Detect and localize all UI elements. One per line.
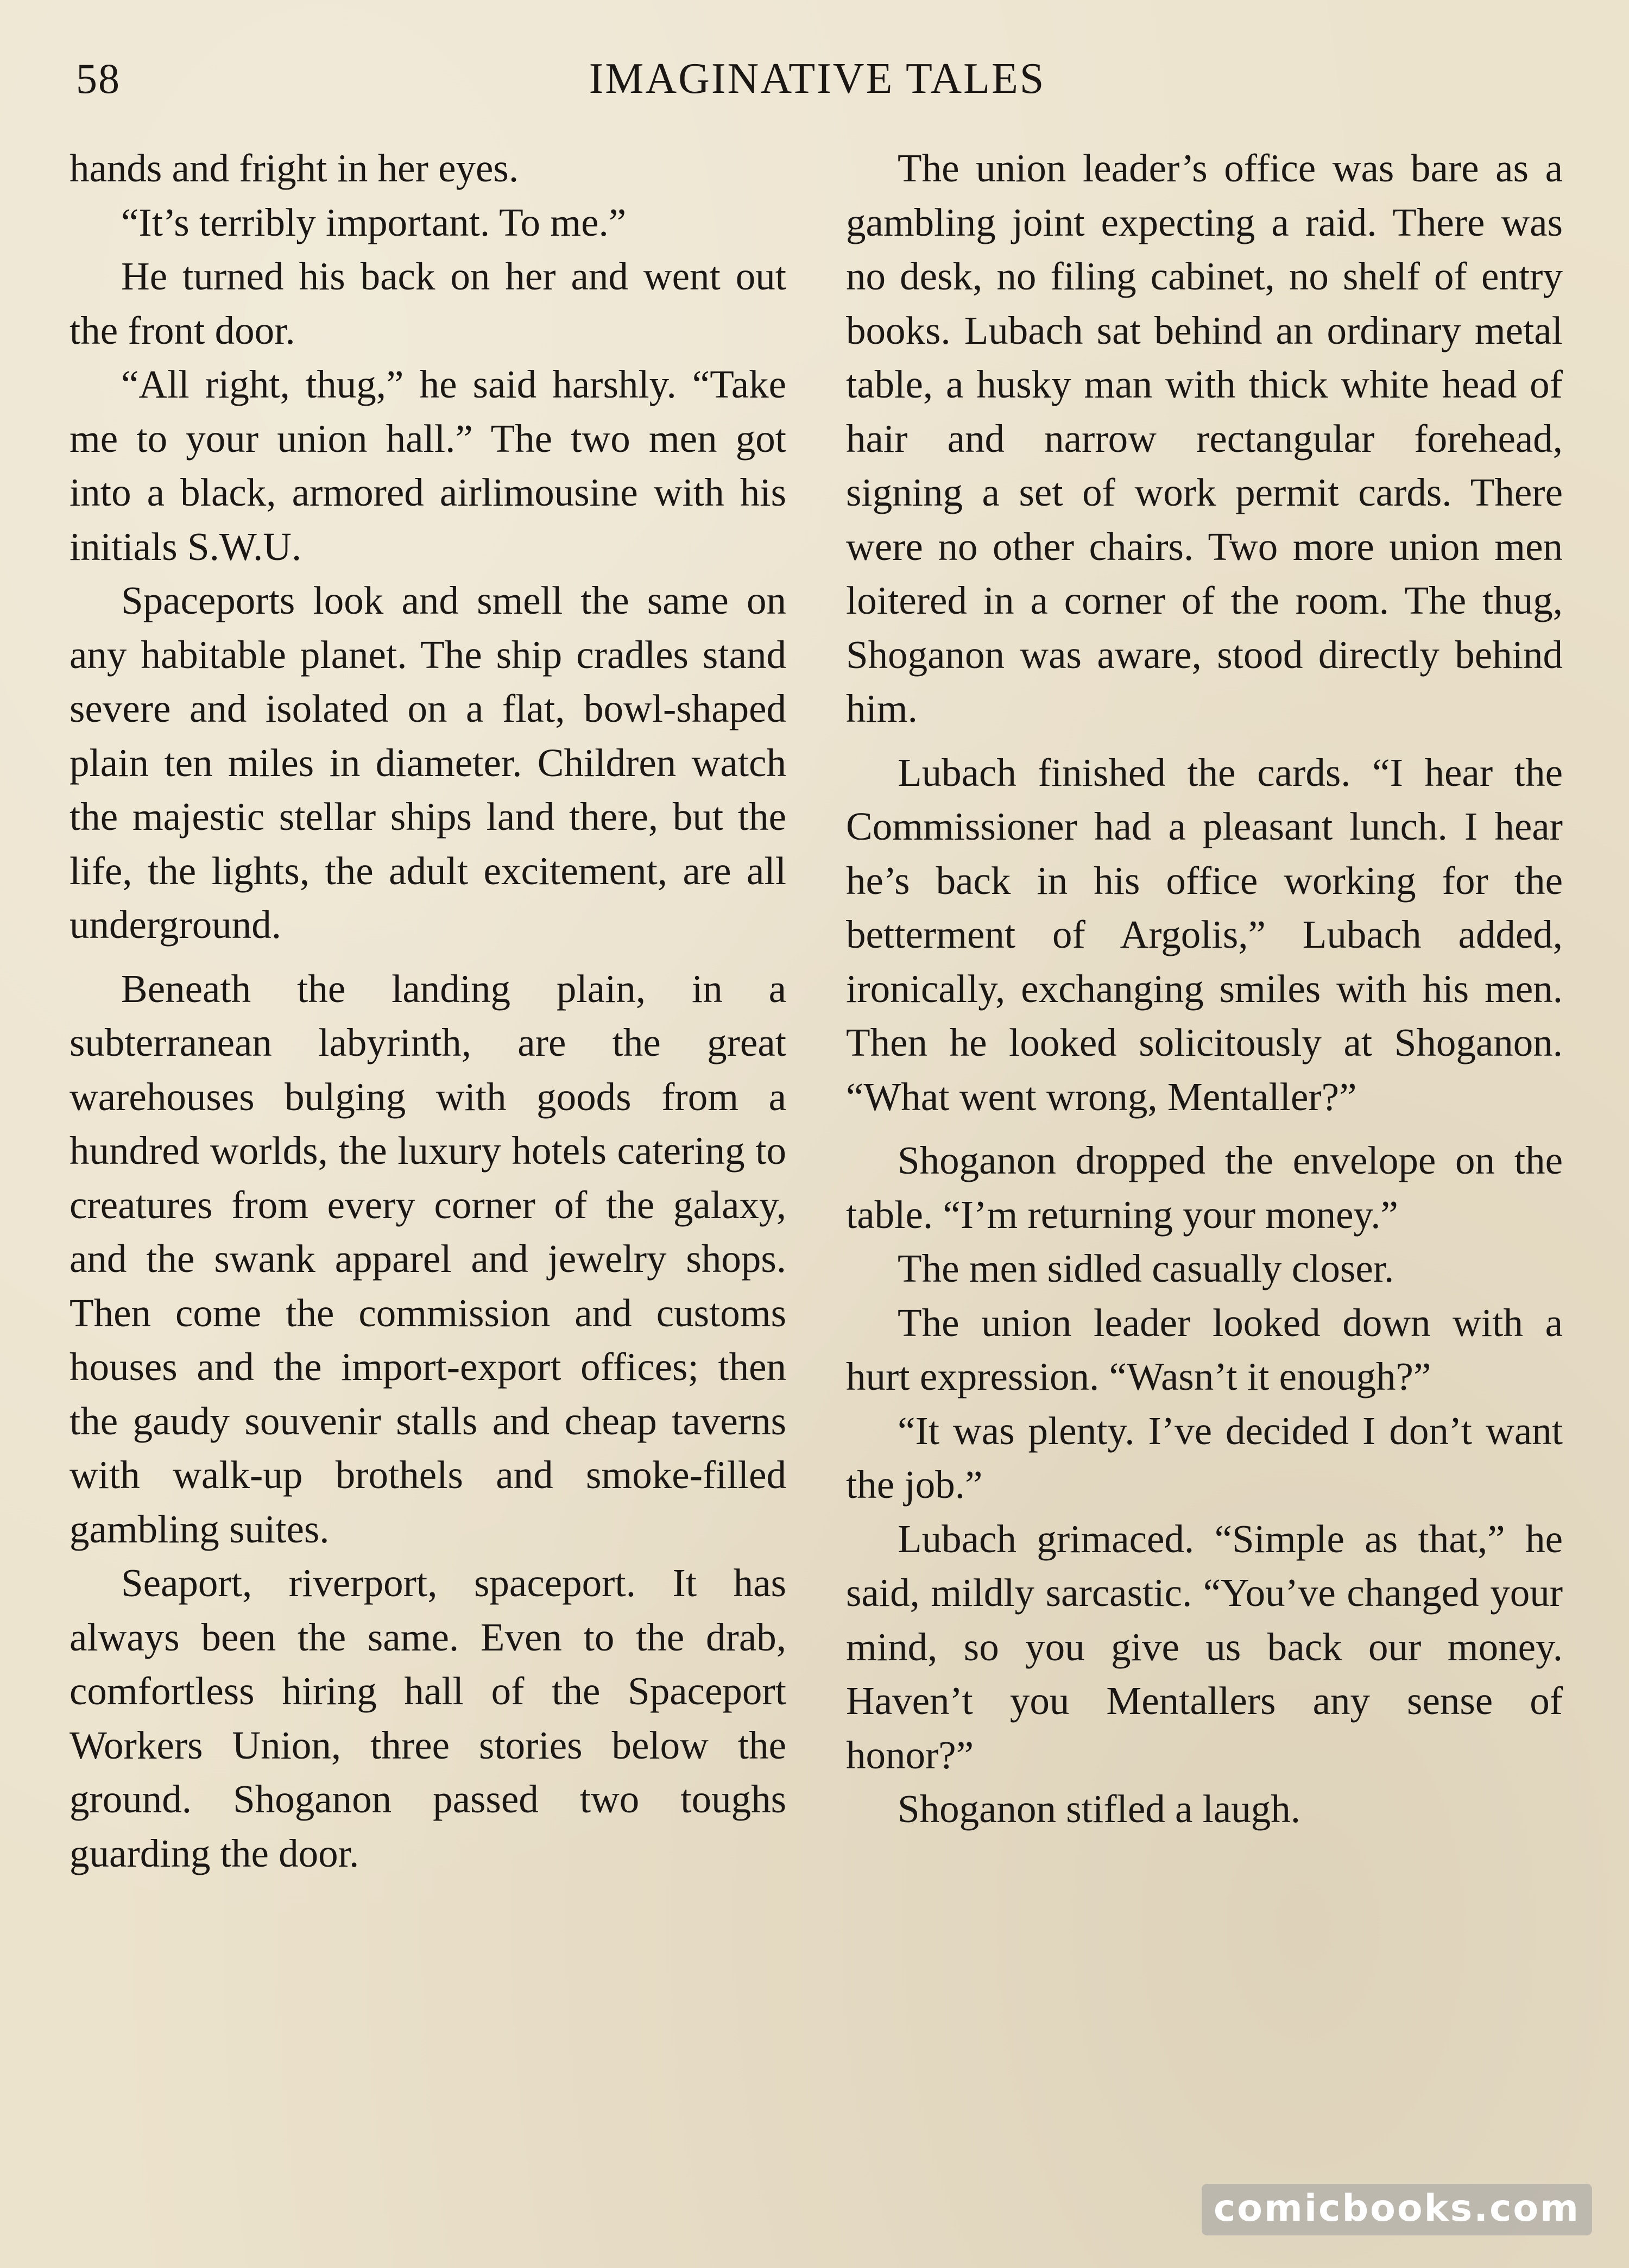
paragraph: The union leader looked down with a hurt expression. “Wasn’t it enough?” [846,1300,1563,1398]
paragraph: He turned his back on her and went out the front door. [70,254,786,352]
paragraph: hands and fright in her eyes. [70,146,519,190]
paragraph: The men sidled casually closer. [898,1246,1394,1290]
paragraph: Spaceports look and smell the same on any habitable planet. The ship cradles stand severe and isolated on a flat, bowl-shaped plain ten miles in diameter. Children watch the majestic stellar ships land there, but the life, the lights, the adult excitement, are all underground. [70,578,786,947]
page-header [71,54,1564,114]
paragraph: Shoganon dropped the envelope on the table. “I’m returning your money.” [846,1138,1563,1237]
page-number: 58 [76,55,121,102]
paragraph: Seaport, riverport, spaceport. It has always been the same. Even to the drab, comfortless hiring hall of the Spaceport Workers Union, three stories below the ground. Shoganon passed two toughs guarding the door. [70,1561,786,1875]
paragraph: “All right, thug,” he said harshly. “Take me to your union hall.” The two men got into a black, armored airlimousine with his initials S.W.U. [70,362,786,569]
paragraph: The union leader’s office was bare as a gambling joint expecting a raid. There was no desk, no filing cabinet, no shelf of entry books. Lubach sat behind an ordinary metal table, a husky man with thick white head of hair and narrow rectangular forehead, signing a set of work permit cards. There were no other chairs. Two more union men loitered in a corner of the room. The thug, Shoganon was aware, stood directly behind him. [846,146,1563,730]
paragraph: “It’s terribly important. To me.” [121,200,627,244]
running-title: IMAGINATIVE TALES [589,55,1046,103]
paragraph: “It was plenty. I’ve decided I don’t want the job.” [846,1408,1563,1507]
paragraph: Lubach grimaced. “Simple as that,” he said, mildly sarcastic. “You’ve changed your mind, so you give us back our money. Haven’t you Mentallers any sense of honor?” [846,1516,1563,1777]
paragraph: Shoganon stifled a laugh. [898,1787,1301,1831]
right-text-column [846,141,1563,1836]
paragraph: Lubach finished the cards. “I hear the Commissioner had a pleasant lunch. I hear he’s back in his office working for the betterment of Argolis,” Lubach added, ironically, exchanging smiles with his men. Then he looked solicitously at Shoganon. “What went wrong, Mentaller?” [846,750,1563,1119]
watermark: comicbooks.com [1202,2184,1592,2235]
paragraph: Beneath the landing plain, in a subterranean labyrinth, are the great warehouses bulging with goods from a hundred worlds, the luxury hotels catering to creatures from every corner of the galaxy, and the swank apparel and jewelry shops. Then come the commission and customs houses and the import-export offices; then the gaudy souvenir stalls and cheap taverns with walk-up brothels and smoke-filled gambling suites. [70,966,786,1551]
left-text-column [70,141,786,1880]
